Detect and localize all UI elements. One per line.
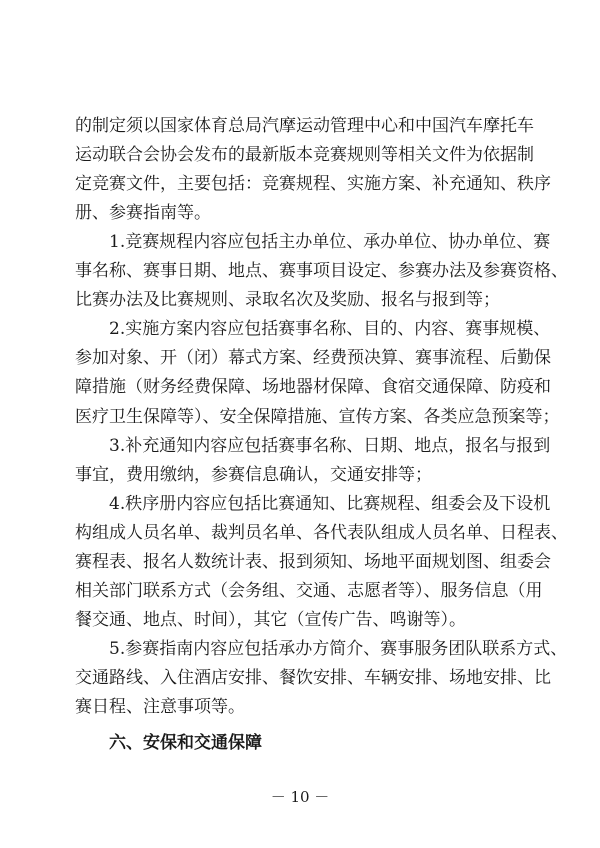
paragraph-line: 运动联合会协会发布的最新版本竞赛规则等相关文件为依据制: [75, 145, 534, 165]
page-number: － 10 －: [270, 788, 330, 806]
paragraph-line: 3.补充通知内容应包括赛事名称、日期、地点，报名与报到: [109, 436, 551, 456]
paragraph-line: 餐交通、地点、时间），其它（宣传广告、鸣谢等）。: [75, 610, 466, 630]
paragraph-line: 障措施（财务经费保障、场地器材保障、食宿交通保障、防疫和: [75, 377, 551, 397]
paragraph-line: 5.参赛指南内容应包括承办方简介、赛事服务团队联系方式、: [109, 639, 568, 659]
paragraph-line: 事宜，费用缴纳，参赛信息确认，交通安排等；: [75, 465, 432, 485]
paragraph-line: 的制定须以国家体育总局汽摩运动管理中心和中国汽车摩托车: [75, 116, 534, 136]
section-heading: 六、安保和交通保障: [109, 733, 262, 753]
paragraph-line: 定竞赛文件，主要包括：竞赛规程、实施方案、补充通知、秩序: [75, 174, 551, 194]
paragraph-line: 比赛办法及比赛规则、录取名次及奖励、报名与报到等；: [75, 290, 500, 310]
paragraph-line: 册、参赛指南等。: [75, 203, 211, 223]
paragraph-line: 1.竞赛规程内容应包括主办单位、承办单位、协办单位、赛: [109, 232, 551, 252]
paragraph-line: 医疗卫生保障等）、安全保障措施、宣传方案、各类应急预案等；: [75, 407, 560, 427]
paragraph-line: 赛日程、注意事项等。: [75, 697, 245, 717]
paragraph-line: 2.实施方案内容应包括赛事名称、目的、内容、赛事规模、: [109, 319, 551, 339]
paragraph-line: 构组成人员名单、裁判员名单、各代表队组成人员名单、日程表、: [75, 523, 568, 543]
paragraph-line: 相关部门联系方式（会务组、交通、志愿者等）、服务信息（用: [75, 581, 543, 601]
paragraph-line: 4.秩序册内容应包括比赛通知、比赛规程、组委会及下设机: [109, 494, 551, 514]
paragraph-line: 交通路线、入住酒店安排、餐饮安排、车辆安排、场地安排、比: [75, 668, 551, 688]
paragraph-line: 赛程表、报名人数统计表、报到须知、场地平面规划图、组委会: [75, 552, 551, 572]
paragraph-line: 事名称、赛事日期、地点、赛事项目设定、参赛办法及参赛资格、: [75, 261, 568, 281]
paragraph-line: 参加对象、开（闭）幕式方案、经费预决算、赛事流程、后勤保: [75, 348, 551, 368]
